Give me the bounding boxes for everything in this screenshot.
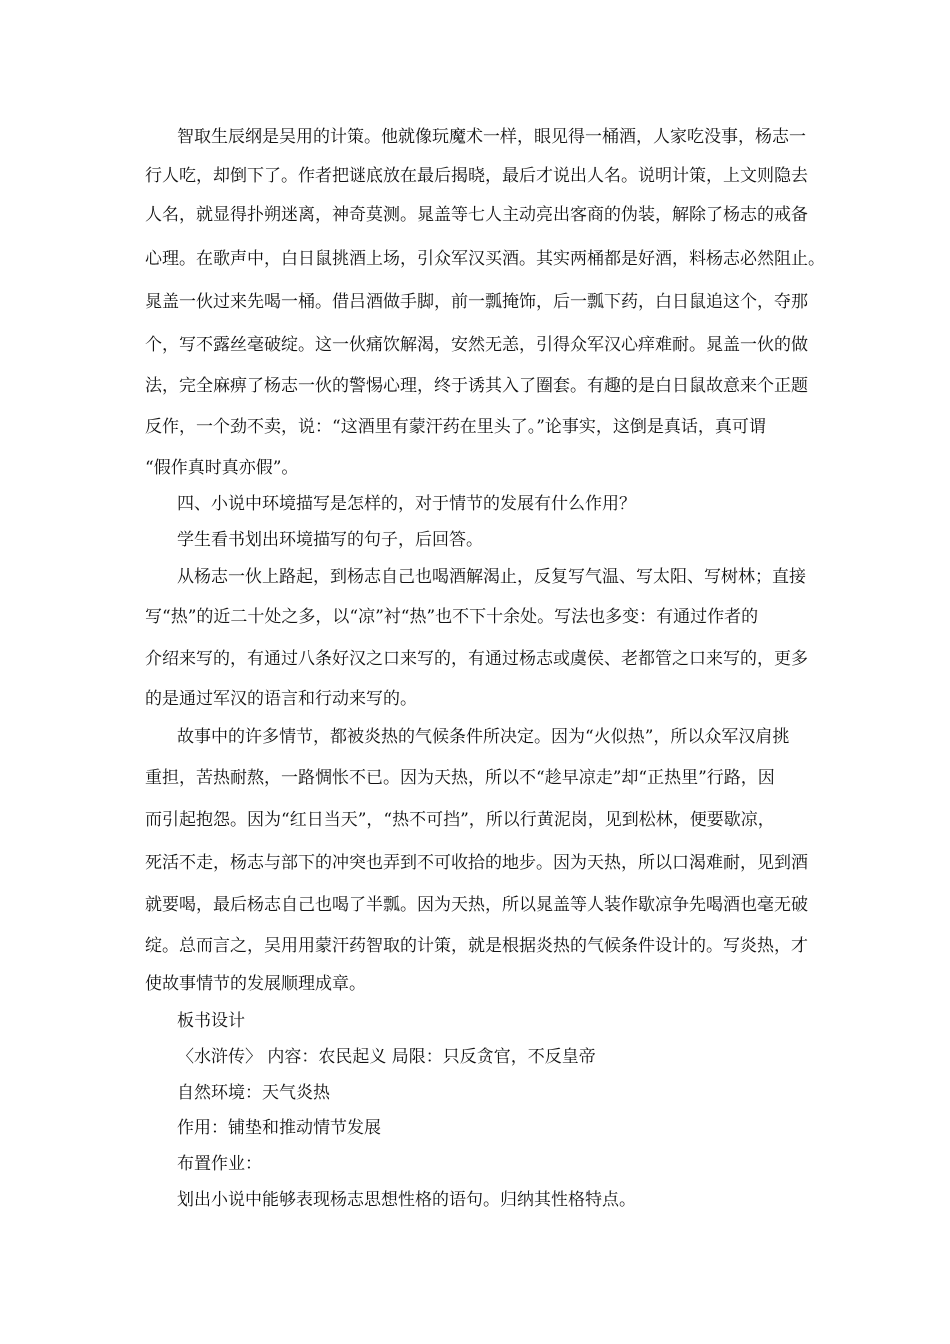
paragraph-line: 使故事情节的发展顺理成章。 (145, 974, 366, 994)
blackboard-line: 作用：铺垫和推动情节发展 (177, 1118, 381, 1138)
paragraph-line: 绽。总而言之，吴用用蒙汗药智取的计策，就是根据炎热的气候条件设计的。写炎热，才 (145, 936, 808, 956)
paragraph-line: 智取生辰纲是吴用的计策。他就像玩魔术一样，眼见得一桶酒，人家吃没事，杨志一 (177, 127, 806, 147)
blackboard-line: 〈水浒传〉 内容：农民起义 局限：只反贪官，不反皇帝 (177, 1047, 596, 1067)
homework-heading: 布置作业： (177, 1154, 262, 1174)
paragraph-line: 晁盖一伙过来先喝一桶。借吕酒做手脚，前一瓢掩饰，后一瓢下药，白日鼠追这个，夺那 (145, 292, 808, 312)
blackboard-heading: 板书设计 (177, 1011, 245, 1031)
paragraph-line: 心理。在歌声中，白日鼠挑酒上场，引众军汉买酒。其实两桶都是好酒，料杨志必然阻止。 (145, 249, 825, 269)
blackboard-line: 自然环境：天气炎热 (177, 1083, 330, 1103)
paragraph-line: 故事中的许多情节，都被炎热的气候条件所决定。因为“火似热”，所以众军汉肩挑 (177, 727, 790, 747)
section-heading: 四、小说中环境描写是怎样的，对于情节的发展有什么作用？ (177, 494, 636, 514)
paragraph-line: 法，完全麻痹了杨志一伙的警惕心理，终于诱其入了圈套。有趣的是白日鼠故意来个正题 (145, 376, 808, 396)
homework-line: 划出小说中能够表现杨志思想性格的语句。归纳其性格特点。 (177, 1190, 636, 1210)
paragraph-line: 学生看书划出环境描写的句子，后回答。 (177, 530, 483, 550)
paragraph-line: “假作真时真亦假”。 (145, 458, 299, 478)
paragraph-line: 写“热”的近二十处之多，以“凉”衬“热”也不下十余处。写法也多变：有通过作者的 (145, 607, 759, 627)
paragraph-line: 行人吃，却倒下了。作者把谜底放在最后揭晓，最后才说出人名。说明计策，上文则隐去 (145, 166, 808, 186)
paragraph-line: 就要喝，最后杨志自己也喝了半瓢。因为天热，所以晁盖等人装作歇凉争先喝酒也毫无破 (145, 895, 808, 915)
paragraph-line: 的是通过军汉的语言和行动来写的。 (145, 689, 417, 709)
paragraph-line: 死活不走，杨志与部下的冲突也弄到不可收拾的地步。因为天热，所以口渴难耐，见到酒 (145, 853, 808, 873)
paragraph-line: 重担，苦热耐熬，一路惆怅不已。因为天热，所以不“趁早凉走”却“正热里”行路，因 (145, 768, 775, 788)
paragraph-line: 介绍来写的，有通过八条好汉之口来写的，有通过杨志或虞侯、老都管之口来写的，更多 (145, 649, 808, 669)
paragraph-line: 而引起抱怨。因为“红日当天”，“热不可挡”，所以行黄泥岗，见到松林，便要歇凉， (145, 810, 775, 830)
paragraph-line: 反作，一个劲不卖，说：“这酒里有蒙汗药在里头了。”论事实，这倒是真话，真可谓 (145, 417, 766, 437)
paragraph-line: 个，写不露丝毫破绽。这一伙痛饮解渴，安然无恙，引得众军汉心痒难耐。晁盖一伙的做 (145, 335, 808, 355)
paragraph-line: 人名，就显得扑朔迷离，神奇莫测。晁盖等七人主动亮出客商的伪装，解除了杨志的戒备 (145, 205, 808, 225)
paragraph-line: 从杨志一伙上路起，到杨志自己也喝酒解渴止，反复写气温、写太阳、写树林；直接 (177, 567, 806, 587)
